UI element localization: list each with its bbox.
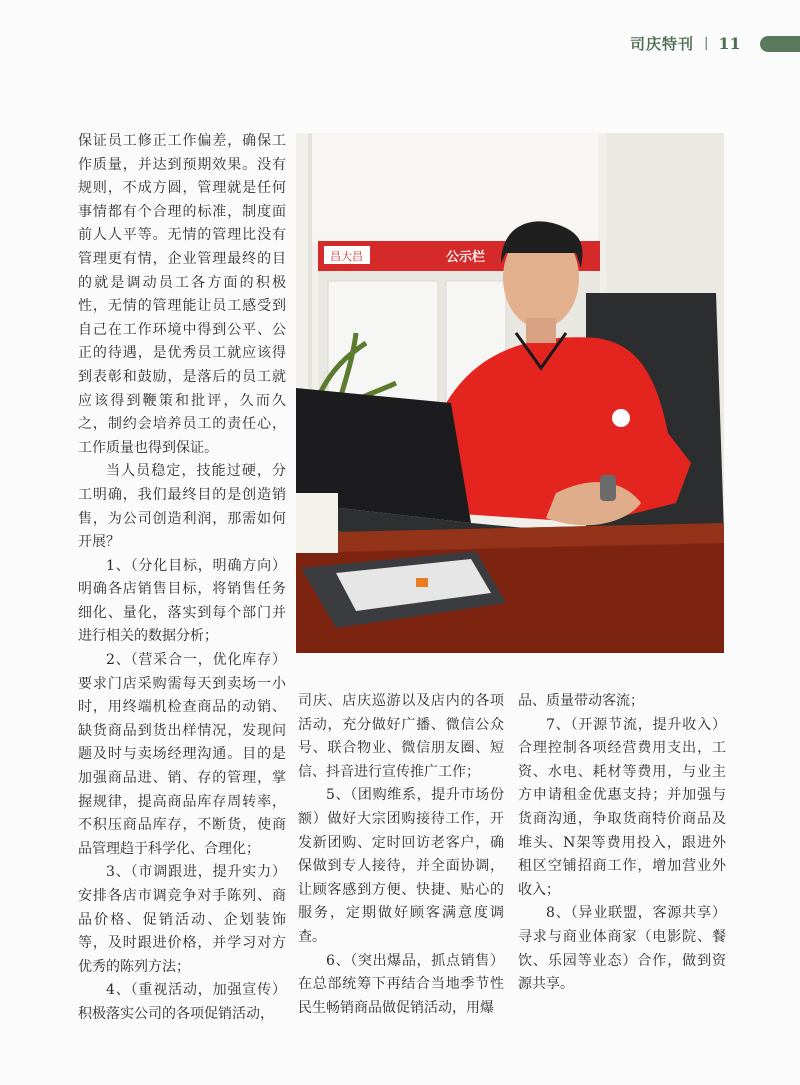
board-logo-text: 昌大昌 [330, 250, 363, 263]
column-2 [298, 690, 504, 1020]
paragraph: 2、（营采合一，优化库存）要求门店采购需每天到卖场一小时，用终端机检查商品的动销、缺货商品到货出样情况，发现问题及时与卖场经理沟通。目的是加强商品进、销、存的管理，掌握规律，提高商品库存周转率，不积压商品库存，不断货，使商品管理趋于科学化、合理化； [78, 652, 286, 857]
paragraph: 8、（异业联盟，客源共享）寻求与商业体商家（电影院、餐饮、乐园等业态）合作，做到资源共享。 [518, 905, 726, 993]
header-separator: | [704, 35, 709, 51]
board-title: 公示栏 [446, 250, 486, 265]
page-header [630, 30, 741, 56]
page-number: 11 [718, 33, 741, 53]
staff-photo [296, 133, 724, 653]
paragraph: 品、质量带动客流； [518, 693, 644, 709]
paragraph: 保证员工修正工作偏差，确保工作质量，并达到预期效果。没有规则，不成方圆，管理就是任何事情都有个合理的标准，制度面前人人平等。无情的管理比没有管理更有情，企业管理最终的目的就是调动员工各方面的积极性，无情的管理能让员工感受到自己在工作环境中得到公平、公正的待遇，是优秀员工就应该得到表彰和鼓励，是落后的员工就应该得到鞭策和批评，久而久之，制约会培养员工的责任心，工作质量也得到保证。 [78, 133, 286, 456]
paragraph: 5、（团购维系，提升市场份额）做好大宗团购接待工作，开发新团购、定时回访老客户，确保做到专人接待，并全面协调，让顾客感到方便、快捷、贴心的服务，定期做好顾客满意度调查。 [298, 787, 504, 945]
paragraph: 1、（分化目标，明确方向）明确各店销售目标，将销售任务细化、量化，落实到每个部门并进行相关的数据分析； [78, 557, 286, 645]
magazine-title: 司庆特刊 [630, 34, 695, 53]
paragraph: 7、（开源节流，提升收入）合理控制各项经营费用支出，工资、水电、耗材等费用，与业主方申请租金优惠支持；并加强与货商沟通，争取货商特价商品及堆头、N架等费用投入，跟进外租区空铺招商工作，增加营业外收入； [518, 716, 726, 898]
paragraph: 司庆、店庆巡游以及店内的各项活动，充分做好广播、微信公众号、联合物业、微信朋友圈、短信、抖音进行宣传推广工作； [298, 693, 504, 780]
paragraph: 4、（重视活动，加强宣传）积极落实公司的各项促销活动， [78, 982, 286, 1022]
column-3 [518, 690, 726, 997]
column-1 [78, 130, 286, 1027]
page-tab-decoration [760, 36, 800, 52]
paragraph: 3、（市调跟进，提升实力）安排各店市调竞争对手陈列、商品价格、促销活动、企划装饰等，及时跟进价格，并学习对方优秀的陈列方法； [78, 864, 286, 975]
paragraph: 6、（突出爆品，抓点销售）在总部统筹下再结合当地季节性民生畅销商品做促销活动，用爆 [298, 952, 504, 1016]
paragraph: 当人员稳定，技能过硬，分工明确，我们最终目的是创造销售，为公司创造利润，那需如何开展？ [78, 463, 286, 551]
